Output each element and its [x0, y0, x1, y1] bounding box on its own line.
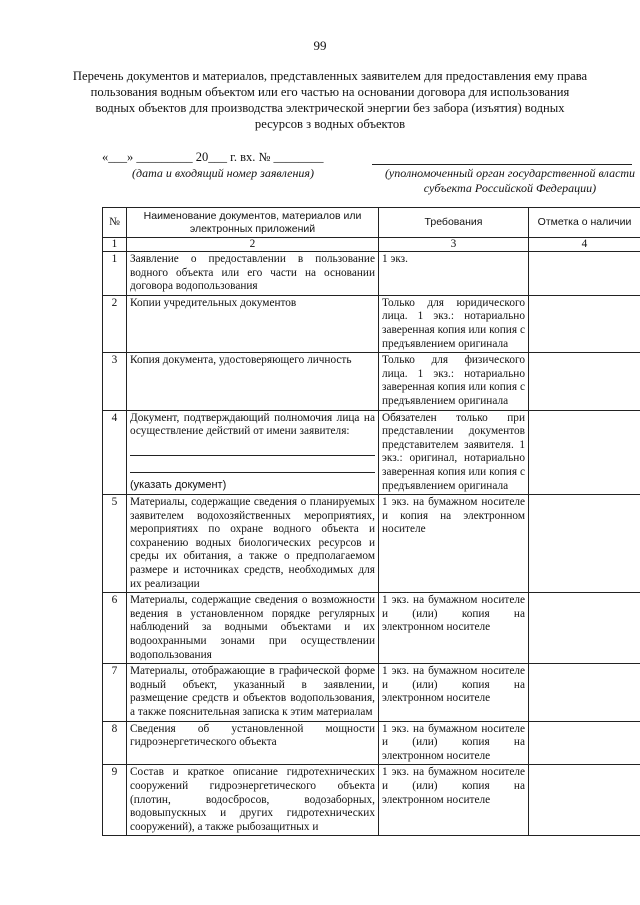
specify-document-hint: (указать документ) [130, 478, 227, 491]
fill-in-line[interactable] [130, 458, 375, 473]
availability-mark-cell[interactable] [529, 664, 640, 721]
row-number: 9 [103, 765, 127, 836]
document-name: Документ, подтверждающий полномочия лица на осуществление действий от имени заявителя: [130, 411, 375, 438]
authority-caption: (уполномоченный орган государственной власти субъекта Российской Федерации) [384, 166, 636, 195]
row-number: 1 [103, 252, 127, 296]
requirement: 1 экз. на бумажном носителе и (или) копия на электронном носителе [379, 765, 529, 836]
index-row [103, 238, 640, 252]
index-cell: 4 [529, 238, 640, 252]
date-caption: (дата и входящий номер заявления) [132, 166, 314, 180]
requirement: 1 экз. на бумажном носителе и (или) копия на электронном носителе [379, 721, 529, 765]
row-number: 7 [103, 664, 127, 721]
requirement: Только для физического лица. 1 экз.: нотариально заверенная копия или копия с предъявлением оригинала [379, 353, 529, 410]
availability-mark-cell[interactable] [529, 593, 640, 664]
table-row [103, 495, 640, 593]
row-number: 3 [103, 353, 127, 410]
authority-line [372, 150, 632, 165]
row-number: 4 [103, 410, 127, 495]
row-number: 5 [103, 495, 127, 593]
document-name: Материалы, отображающие в графической форме водный объект, указанный в заявлении, размещение средств и объектов водопользования, а также пояснительная записка к этим материалам [127, 664, 379, 721]
table-header-row [103, 208, 640, 238]
table-row [103, 765, 640, 836]
document-name: Копии учредительных документов [127, 295, 379, 352]
requirement: Обязателен только при представлении документов представителем заявителя. 1 экз.: оригинал, нотариально заверенная копия или копия с предъявлением оригинала [379, 410, 529, 495]
requirement: 1 экз. [379, 252, 529, 296]
availability-mark-cell[interactable] [529, 765, 640, 836]
row-number: 2 [103, 295, 127, 352]
documents-table [102, 207, 640, 836]
requirement: 1 экз. на бумажном носителе и копия на электронном носителе [379, 495, 529, 593]
table-row [103, 593, 640, 664]
fill-in-line[interactable] [130, 441, 375, 456]
document-name: Материалы, содержащие сведения о планируемых заявителем водохозяйственных мероприятиях, мероприятиях по охране водного объекта и сохранению водных биологических ресурсов и среды их обитания, а также о предполагаемом размере и источниках средств, необходимых для их реализации [127, 495, 379, 593]
requirement: 1 экз. на бумажном носителе и (или) копия на электронном носителе [379, 593, 529, 664]
page-number: 99 [313, 38, 327, 53]
document-name: Состав и краткое описание гидротехнических сооружений гидроэнергетического объекта (плотин, водосбросов, водозаборных, водовыпускных и других гидротехнических сооружений), а также рыбозащитных и [127, 765, 379, 836]
table-row [103, 721, 640, 765]
header-name: Наименование документов, материалов или электронных приложений [127, 208, 379, 238]
availability-mark-cell[interactable] [529, 410, 640, 495]
date-line: «___» _________ 20___ г. вх. № ________ [102, 150, 324, 164]
table-row [103, 252, 640, 296]
index-cell: 3 [379, 238, 529, 252]
document-title: Перечень документов и материалов, представленных заявителем для предоставления ему права пользования водным объектом или его частью на основании договора для использования водных объектов для производства электрической энергии без забора (изъятия) водных ресурсов з водных объектов [72, 69, 588, 131]
header-requirements: Требования [379, 208, 529, 238]
table-row [103, 664, 640, 721]
row-number: 6 [103, 593, 127, 664]
table-row [103, 410, 640, 495]
requirement: 1 экз. на бумажном носителе и (или) копия на электронном носителе [379, 664, 529, 721]
document-name: Сведения об установленной мощности гидроэнергетического объекта [127, 721, 379, 765]
document-name-cell [127, 410, 379, 495]
table-row [103, 353, 640, 410]
availability-mark-cell[interactable] [529, 353, 640, 410]
availability-mark-cell[interactable] [529, 721, 640, 765]
header-mark: Отметка о наличии [529, 208, 640, 238]
index-cell: 1 [103, 238, 127, 252]
document-name: Заявление о предоставлении в пользование водного объекта или его части на основании договора водопользования [127, 252, 379, 296]
index-cell: 2 [127, 238, 379, 252]
document-name: Материалы, содержащие сведения о возможности ведения в установленном порядке регулярных наблюдений за водными объектами и их водоохранными зонами при осуществлении водопользования [127, 593, 379, 664]
row-number: 8 [103, 721, 127, 765]
requirement: Только для юридического лица. 1 экз.: нотариально заверенная копия или копия с предъявлением оригинала [379, 295, 529, 352]
date-row [102, 150, 632, 165]
document-name: Копия документа, удостоверяющего личность [127, 353, 379, 410]
availability-mark-cell[interactable] [529, 252, 640, 296]
header-num: № [103, 208, 127, 238]
table-row [103, 295, 640, 352]
availability-mark-cell[interactable] [529, 295, 640, 352]
availability-mark-cell[interactable] [529, 495, 640, 593]
